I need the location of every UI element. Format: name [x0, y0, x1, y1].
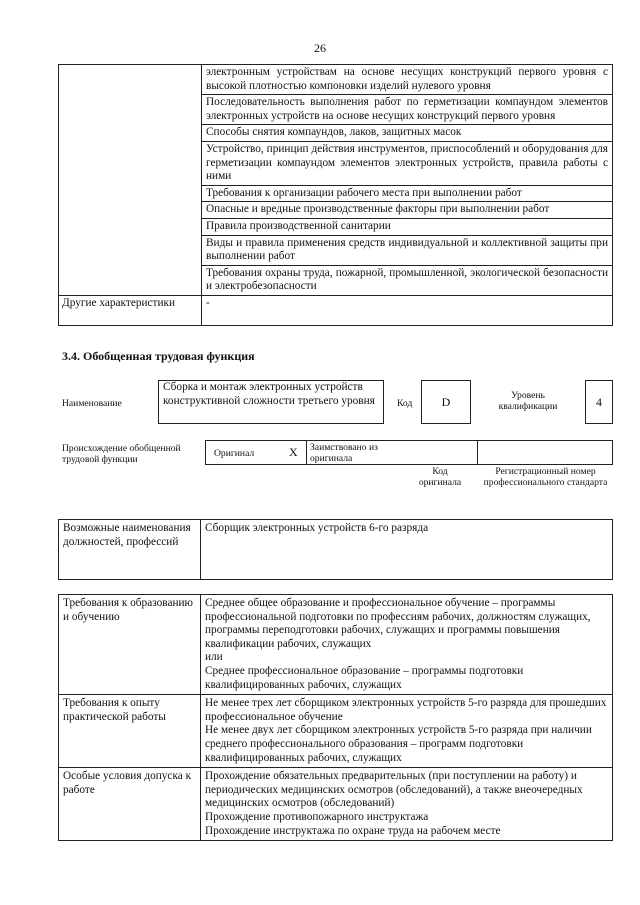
education-line: или	[205, 651, 223, 664]
special-conditions-value	[201, 768, 613, 841]
code-original-caption: Код оригинала	[418, 466, 462, 488]
special-line: Прохождение инструктажа по охране труда на рабочем месте	[205, 824, 501, 837]
table-row: Опасные и вредные производственные факторы при выполнении работ	[202, 202, 613, 219]
table-row: Правила производственной санитарии	[202, 218, 613, 235]
experience-line: Не менее двух лет сборщиком электронных устройств 5-го разряда при наличии среднего профессионального образования – программ подготовки квалифицированных рабочих, служащих	[205, 724, 592, 764]
table-row: Способы снятия компаундов, лаков, защитных масок	[202, 125, 613, 142]
code-value: D	[421, 380, 471, 424]
name-label: Наименование	[62, 398, 122, 409]
table-row: Последовательность выполнения работ по герметизации компаундом элементов электронных устройств на основе несущих конструкций первого уровня	[202, 95, 613, 125]
special-line: Прохождение обязательных предварительных (при поступлении на работу) и периодических медицинских осмотров (обследований), а также внеочередных медицинских осмотров (обследований)	[205, 770, 583, 810]
level-label: Уровень квалификации	[498, 390, 558, 412]
other-characteristics-label: Другие характеристики	[59, 295, 202, 325]
other-characteristics-value: -	[202, 295, 613, 325]
positions-value: Сборщик электронных устройств 6-го разряда	[201, 520, 613, 580]
education-line: Среднее общее образование и профессиональное обучение – программы профессиональной подготовки по профессиям рабочих, должностям служащих, программы переподготовки рабочих, служащих и программы повышения квалификации рабочих, служащих	[205, 597, 591, 650]
requirements-table	[58, 594, 613, 841]
table-row: Виды и правила применения средств индивидуальной и коллективной защиты при выполнении работ	[202, 235, 613, 265]
divider	[306, 441, 307, 464]
origin-label: Происхождение обобщенной трудовой функции	[62, 443, 181, 465]
table-row: электронным устройствам на основе несущих конструкций первого уровня с высокой плотностью компоновки изделий нулевого уровня	[202, 65, 613, 95]
education-label: Требования к образованию и обучению	[59, 595, 201, 695]
function-name-value: Сборка и монтаж электронных устройств конструктивной сложности третьего уровня	[158, 380, 384, 424]
table-row: Требования охраны труда, пожарной, промышленной, экологической безопасности и электробезопасности	[202, 265, 613, 295]
reg-number-caption: Регистрационный номер профессионального стандарта	[483, 466, 608, 488]
borrowed-label: Заимствовано из оригинала	[310, 442, 378, 464]
knowledge-table	[58, 64, 613, 326]
divider	[477, 441, 478, 464]
positions-label: Возможные наименования должностей, профессий	[59, 520, 201, 580]
experience-label: Требования к опыту практической работы	[59, 695, 201, 768]
experience-value	[201, 695, 613, 768]
page-number: 26	[314, 41, 326, 55]
special-line: Прохождение противопожарного инструктажа	[205, 810, 429, 823]
origin-row	[205, 440, 613, 465]
section-title: 3.4. Обобщенная трудовая функция	[62, 349, 255, 363]
positions-table	[58, 519, 613, 580]
table-row: Устройство, принцип действия инструментов, приспособлений и оборудования для герметизации компаундом элементов электронных устройств, правила работы с ними	[202, 141, 613, 185]
original-mark: X	[289, 445, 298, 459]
experience-line: Не менее трех лет сборщиком электронных устройств 5-го разряда для прошедших профессиональное обучение	[205, 697, 607, 723]
original-label: Оригинал	[214, 448, 255, 459]
education-line: Среднее профессиональное образование – программы подготовки квалифицированных рабочих, служащих	[205, 664, 524, 691]
table-row: Требования к организации рабочего места при выполнении работ	[202, 185, 613, 202]
level-value: 4	[585, 380, 613, 424]
special-conditions-label: Особые условия допуска к работе	[59, 768, 201, 841]
code-label: Код	[397, 398, 413, 409]
education-value	[201, 595, 613, 695]
empty-label-cell	[59, 65, 202, 296]
